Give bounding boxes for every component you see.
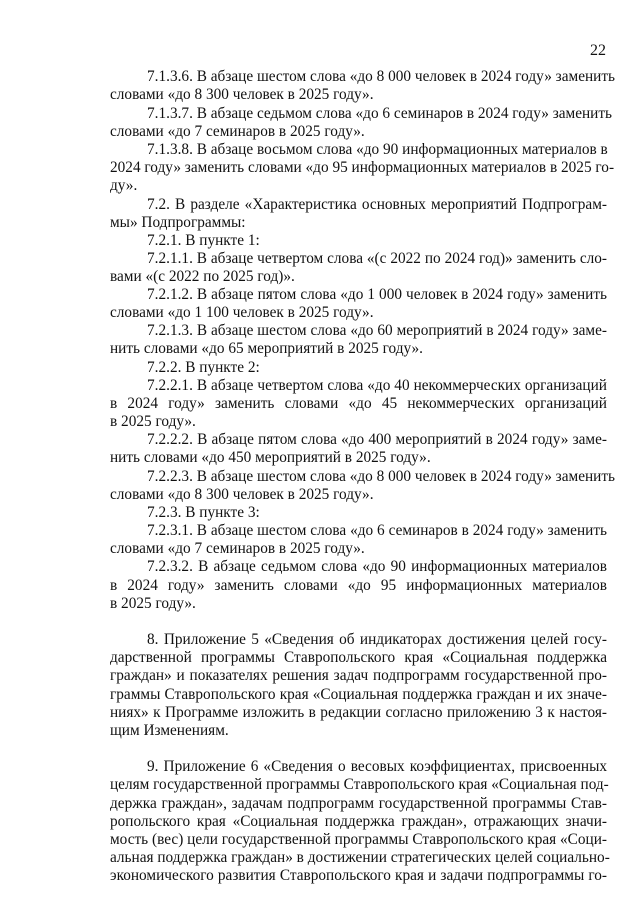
text-line: 7.1.3.6. В абзаце шестом слова «до 8 000 человек в 2024 году» заменить [147, 68, 616, 85]
text-line: 9. Приложение 6 «Сведения о весовых коэффициентах, присвоенных [147, 758, 607, 775]
text-line: словами «до 7 семинаров в 2025 году». [110, 540, 365, 557]
text-line: экономического развития Ставропольского края и задачи подпрограммы го- [110, 867, 607, 884]
text-line: нить словами «до 65 мероприятий в 2025 году». [110, 340, 424, 357]
text-line: 8. Приложение 5 «Сведения об индикаторах достижения целей госу- [147, 631, 607, 648]
text-line: 7.2.2. В пункте 2: [147, 359, 260, 376]
text-line: 7.2.1.1. В абзаце четвертом слова «(с 2022 по 2024 год)» заменить сло- [147, 250, 607, 267]
text-line: ропольского края «Социальная поддержка граждан», отражающих значи- [110, 813, 607, 830]
text-line: нить словами «до 450 мероприятий в 2025 году». [110, 449, 431, 466]
text-line: словами «до 1 100 человек в 2025 году». [110, 304, 374, 321]
text-line: мость (вес) цели государственной программы Ставропольского края «Соци- [110, 831, 607, 848]
text-line: граммы Ставропольского края «Социальная поддержка граждан и их значе- [110, 686, 607, 703]
text-line: граждан» и показателях решения задач подпрограмм государственной про- [110, 667, 607, 684]
text-line: 7.2.3. В пункте 3: [147, 504, 260, 521]
text-line: в 2024 году» заменить словами «до 95 информационных материалов [110, 577, 607, 594]
text-line: в 2024 году» заменить словами «до 45 некоммерческих организаций [110, 395, 607, 412]
text-line: 7.1.3.7. В абзаце седьмом слова «до 6 семинаров в 2024 году» заменить [147, 105, 613, 122]
text-line: альная поддержка граждан» в достижении стратегических целей социально- [110, 849, 610, 866]
text-line: щим Изменениям. [110, 722, 229, 739]
text-line: 7.2.1.2. В абзаце пятом слова «до 1 000 человек в 2024 году» заменить [147, 286, 607, 303]
text-line: 7.2.2.2. В абзаце пятом слова «до 400 мероприятий в 2024 году» заме- [147, 431, 607, 448]
text-line: мы» Подпрограммы: [110, 214, 246, 231]
text-line: в 2025 году». [110, 595, 196, 612]
text-line: держка граждан», задачам подпрограмм государственной программы Став- [110, 795, 607, 812]
text-line: 7.2.1.3. В абзаце шестом слова «до 60 мероприятий в 2024 году» заме- [147, 322, 607, 339]
text-line: 7.2.2.1. В абзаце четвертом слова «до 40 некоммерческих организаций [147, 377, 607, 394]
text-line: целям государственной программы Ставропольского края «Социальная под- [110, 776, 609, 793]
text-line: ду». [110, 177, 138, 194]
text-line: 7.2.3.1. В абзаце шестом слова «до 6 семинаров в 2024 году» заменить [147, 522, 607, 539]
text-line: 7.1.3.8. В абзаце восьмом слова «до 90 информационных материалов в [147, 141, 608, 158]
text-line: вами «(с 2022 по 2025 год)». [110, 268, 295, 285]
text-line: словами «до 7 семинаров в 2025 году». [110, 123, 365, 140]
text-line: 7.2.1. В пункте 1: [147, 232, 260, 249]
text-line: словами «до 8 300 человек в 2025 году». [110, 486, 374, 503]
text-line: 2024 году» заменить словами «до 95 информационных материалов в 2025 го- [110, 159, 615, 176]
text-line: в 2025 году». [110, 413, 196, 430]
text-line: 7.2.3.2. В абзаце седьмом слова «до 90 информационных материалов [147, 558, 607, 575]
text-line: дарственной программы Ставропольского края «Социальная поддержка [110, 649, 607, 666]
page-number: 22 [590, 42, 606, 59]
text-line: словами «до 8 300 человек в 2025 году». [110, 86, 374, 103]
text-line: 7.2.2.3. В абзаце шестом слова «до 8 000 человек в 2024 году» заменить [147, 468, 616, 485]
text-line: ниях» к Программе изложить в редакции согласно приложению 3 к настоя- [110, 704, 607, 721]
text-line: 7.2. В разделе «Характеристика основных мероприятий Подпрограм- [147, 196, 607, 213]
